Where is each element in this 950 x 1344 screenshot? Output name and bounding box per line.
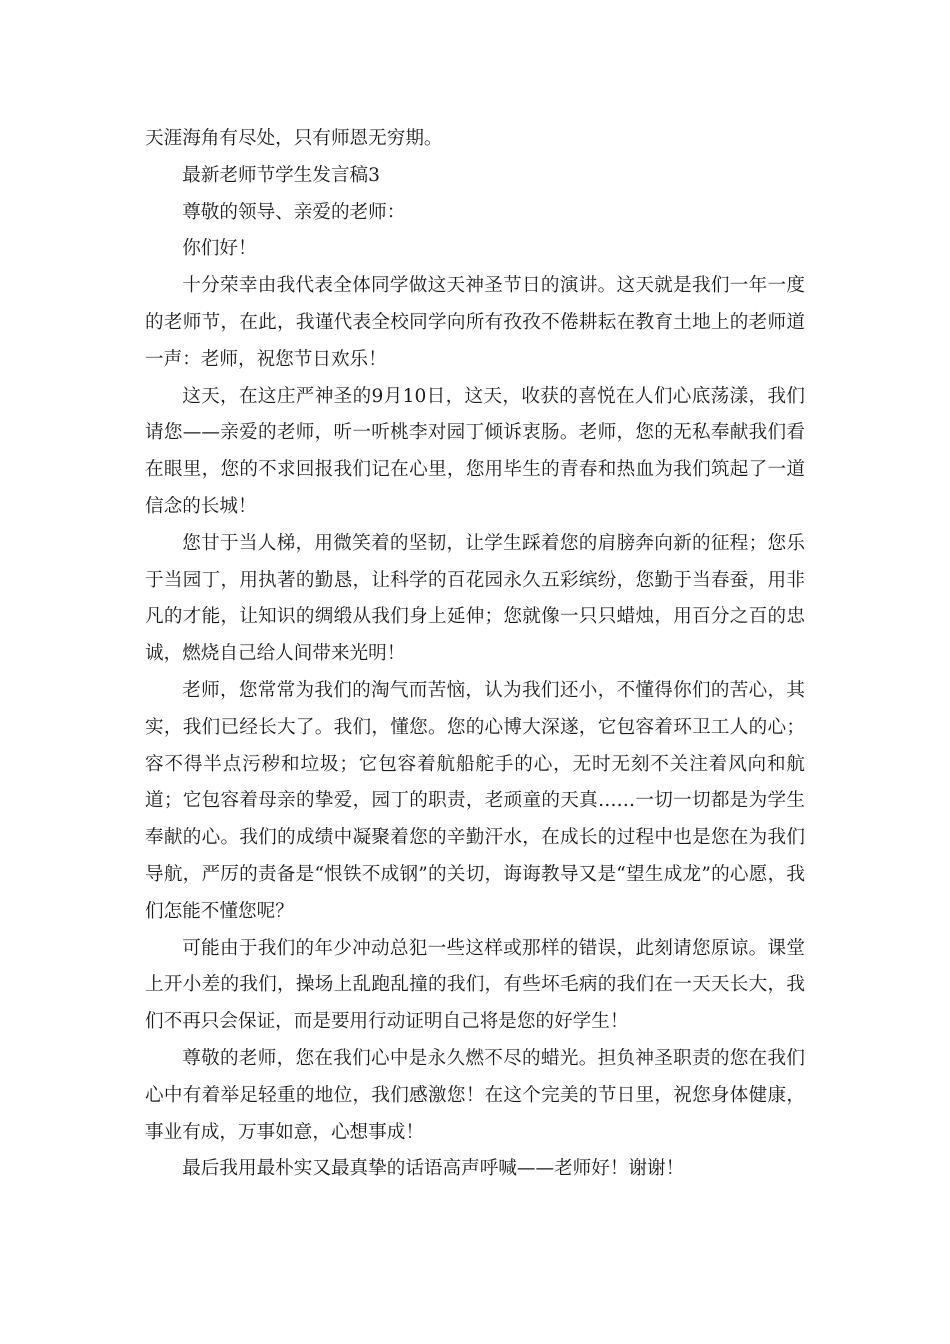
- closing-paragraph: 最后我用最朴实又最真挚的话语高声呼喊——老师好！谢谢！: [182, 1158, 685, 1180]
- paragraph: 您甘于当人梯，用微笑着的坚韧，让学生踩着您的肩膀奔向新的征程；您乐于当园丁，用执著的勤恳，让科学的百花园永久五彩缤纷，您勤于当春蚕，用非凡的才能，让知识的绸缎从我们身上延伸；您就像一只只蜡烛，用百分之百的忠诚，燃烧自己给人间带来光明！: [145, 532, 805, 665]
- document-body: [145, 121, 805, 1188]
- paragraph: 尊敬的老师，您在我们心中是永久燃不尽的蜡光。担负神圣职责的您在我们心中有着举足轻重的地位，我们感激您！在这个完美的节日里，祝您身体健康，事业有成，万事如意，心想事成！: [145, 1047, 805, 1143]
- paragraph: 可能由于我们的年少冲动总犯一些这样或那样的错误，此刻请您原谅。课堂上开小差的我们，操场上乱跑乱撞的我们，有些坏毛病的我们在一天天长大，我们不再只会保证，而是要用行动证明自己将是您的好学生！: [145, 937, 805, 1033]
- paragraph: 十分荣幸由我代表全体同学做这天神圣节日的演讲。这天就是我们一年一度的老师节，在此，我谨代表全校同学向所有孜孜不倦耕耘在教育土地上的老师道一声：老师，祝您节日欢乐！: [145, 275, 805, 370]
- salutation: 尊敬的领导、亲爱的老师：: [182, 201, 406, 223]
- greeting: 你们好！: [182, 238, 257, 260]
- section-title: 最新老师节学生发言稿3: [182, 164, 380, 186]
- paragraph: 老师，您常常为我们的淘气而苦恼，认为我们还小，不懂得你们的苦心，其实，我们已经长大了。我们，懂您。您的心博大深遂，它包容着环卫工人的心；容不得半点污秽和垃圾；它包容着航船舵手的心，无时无刻不关注着风向和航道；它包容着母亲的挚爱，园丁的职责，老顽童的天真……一切一切都是为学生奉献的心。我们的成绩中凝聚着您的辛勤汗水，在成长的过程中也是您在为我们导航，严厉的责备是“恨铁不成钢”的关切，诲诲教导又是“望生成龙”的心愿，我们怎能不懂您呢？: [145, 679, 805, 922]
- paragraph-continuation: 天涯海角有尽处，只有师恩无穷期。: [145, 128, 443, 149]
- paragraph: 这天，在这庄严神圣的9月10日，这天，收获的喜悦在人们心底荡漾，我们请您——亲爱的老师，听一听桃李对园丁倾诉衷肠。老师，您的无私奉献我们看在眼里，您的不求回报我们记在心里，您用毕生的青春和热血为我们筑起了一道信念的长城！: [145, 385, 805, 517]
